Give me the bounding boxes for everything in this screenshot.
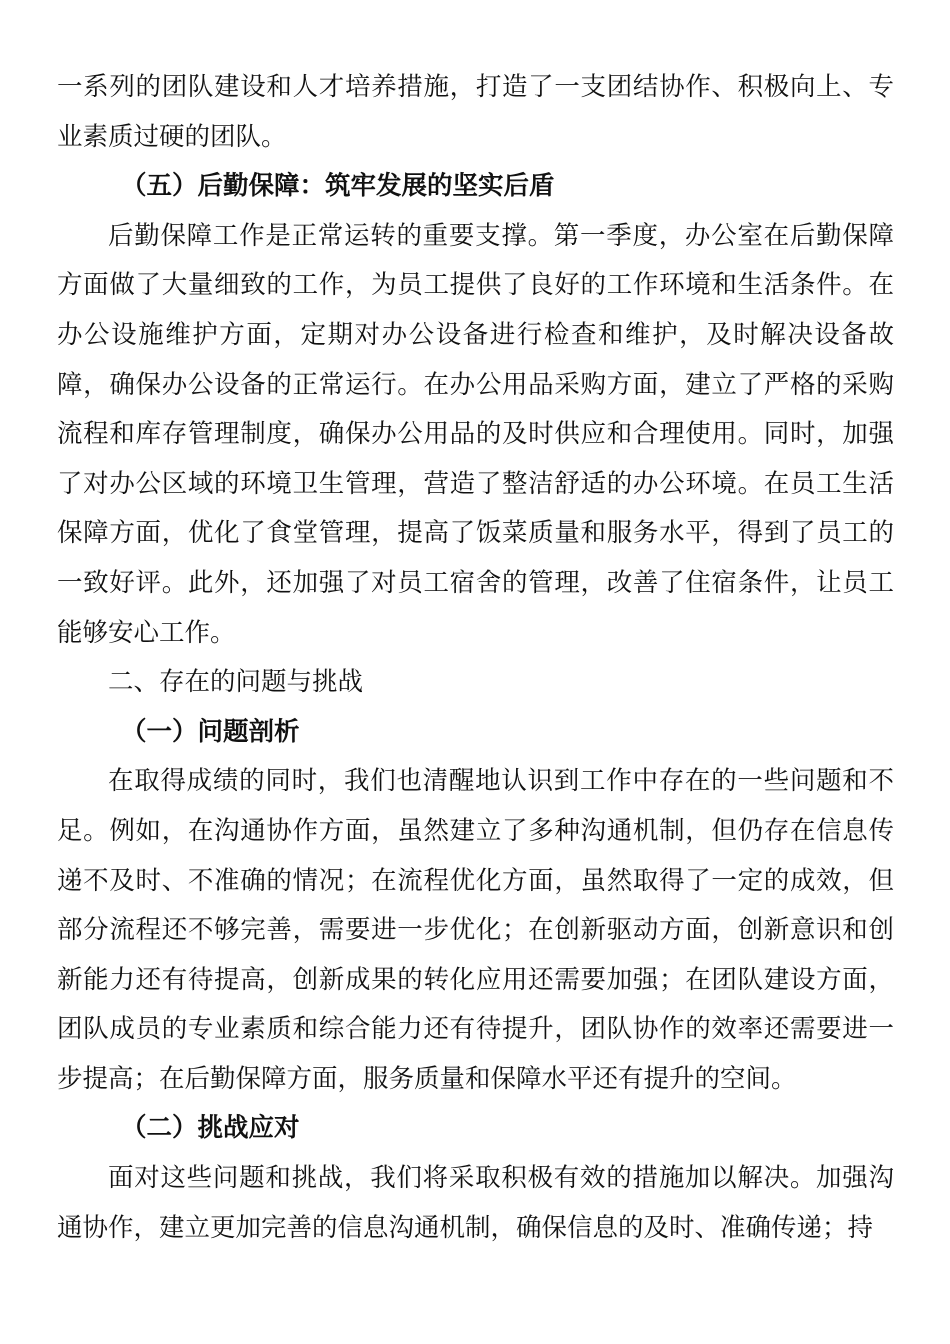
sub2-body: 面对这些问题和挑战，我们将采取积极有效的措施加以解决。加强沟通协作，建立更加完善的信息沟通机制，确保信息的及时、准确传递；持: [57, 1163, 894, 1243]
sub1-heading: （一）问题剖析: [121, 716, 300, 747]
section5-heading: （五）后勤保障：筑牢发展的坚实后盾: [121, 171, 555, 202]
section5-body: 后勤保障工作是正常运转的重要支撑。第一季度，办公室在后勤保障方面做了大量细致的工作，为员工提供了良好的工作环境和生活条件。在办公设施维护方面，定期对办公设备进行检查和维护，及时解决设备故障，确保办公设备的正常运行。在办公用品采购方面，建立了严格的采购流程和库存管理制度，确保办公用品的及时供应和合理使用。同时，加强了对办公区域的环境卫生管理，营造了整洁舒适的办公环境。在员工生活保障方面，优化了食堂管理，提高了饭菜质量和服务水平，得到了员工的一致好评。此外，还加强了对员工宿舍的管理，改善了住宿条件，让员工能够安心工作。: [57, 220, 894, 648]
part2-heading: 二、存在的问题与挑战: [108, 667, 364, 698]
document-page: [57, 63, 894, 1253]
paragraph-continued: 一系列的团队建设和人才培养措施，打造了一支团结协作、积极向上、专业素质过硬的团队。: [57, 72, 894, 152]
sub1-body: 在取得成绩的同时，我们也清醒地认识到工作中存在的一些问题和不足。例如，在沟通协作方面，虽然建立了多种沟通机制，但仍存在信息传递不及时、不准确的情况；在流程优化方面，虽然取得了一定的成效，但部分流程还不够完善，需要进一步优化；在创新驱动方面，创新意识和创新能力还有待提高，创新成果的转化应用还需要加强；在团队建设方面，团队成员的专业素质和综合能力还有待提升，团队协作的效率还需要进一步提高；在后勤保障方面，服务质量和保障水平还有提升的空间。: [57, 766, 894, 1094]
sub2-heading: （二）挑战应对: [121, 1113, 300, 1144]
